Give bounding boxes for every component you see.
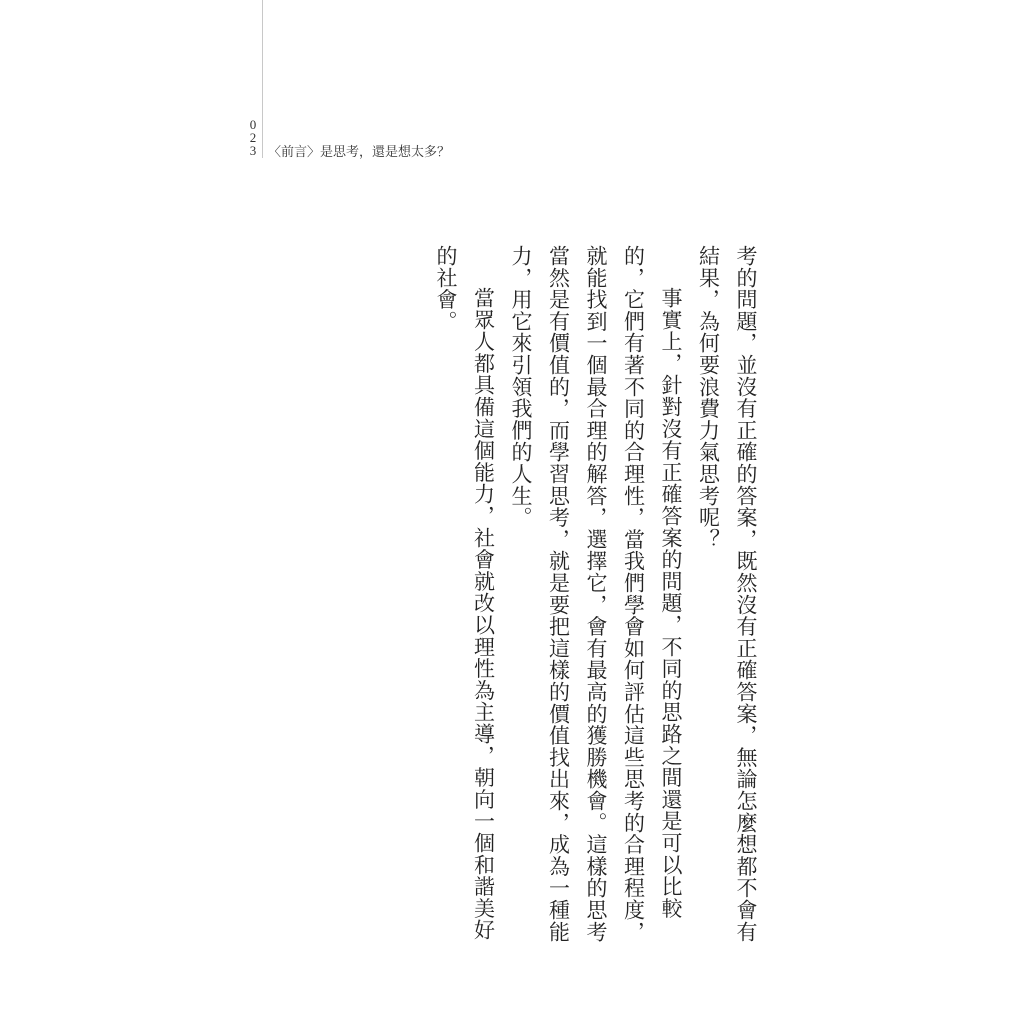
body-paragraph: 考的問題，並沒有正確的答案，既然沒有正確答案，無論怎麼想都不會有結果，為何要浪費力氣思考呢？: [696, 245, 758, 943]
body-text: [427, 245, 765, 945]
page-number-digit: 0: [249, 117, 257, 132]
body-paragraph: 事實上，針對沒有正確答案的問題，不同的思路之間還是可以比較的，它們有著不同的合理性，當我們學會如何評估這些思考的合理程度，就能找到一個最合理的解答，選擇它，會有最高的獲勝機會。這樣的思考當然是有價值的，而學習思考，就是要把這樣的價值找出來，成為一種能力，用它來引領我們的人生。: [509, 245, 683, 943]
body-paragraph: 當眾人都具備這個能力，社會就改以理性為主導，朝向一個和諧美好的社會。: [434, 245, 496, 941]
running-head: 〈前言〉是思考，還是想太多？: [268, 145, 451, 160]
page-number: [246, 118, 260, 157]
page-number-digit: 3: [249, 143, 257, 158]
margin-rule: [262, 0, 263, 158]
page-number-digit: 2: [249, 130, 257, 145]
